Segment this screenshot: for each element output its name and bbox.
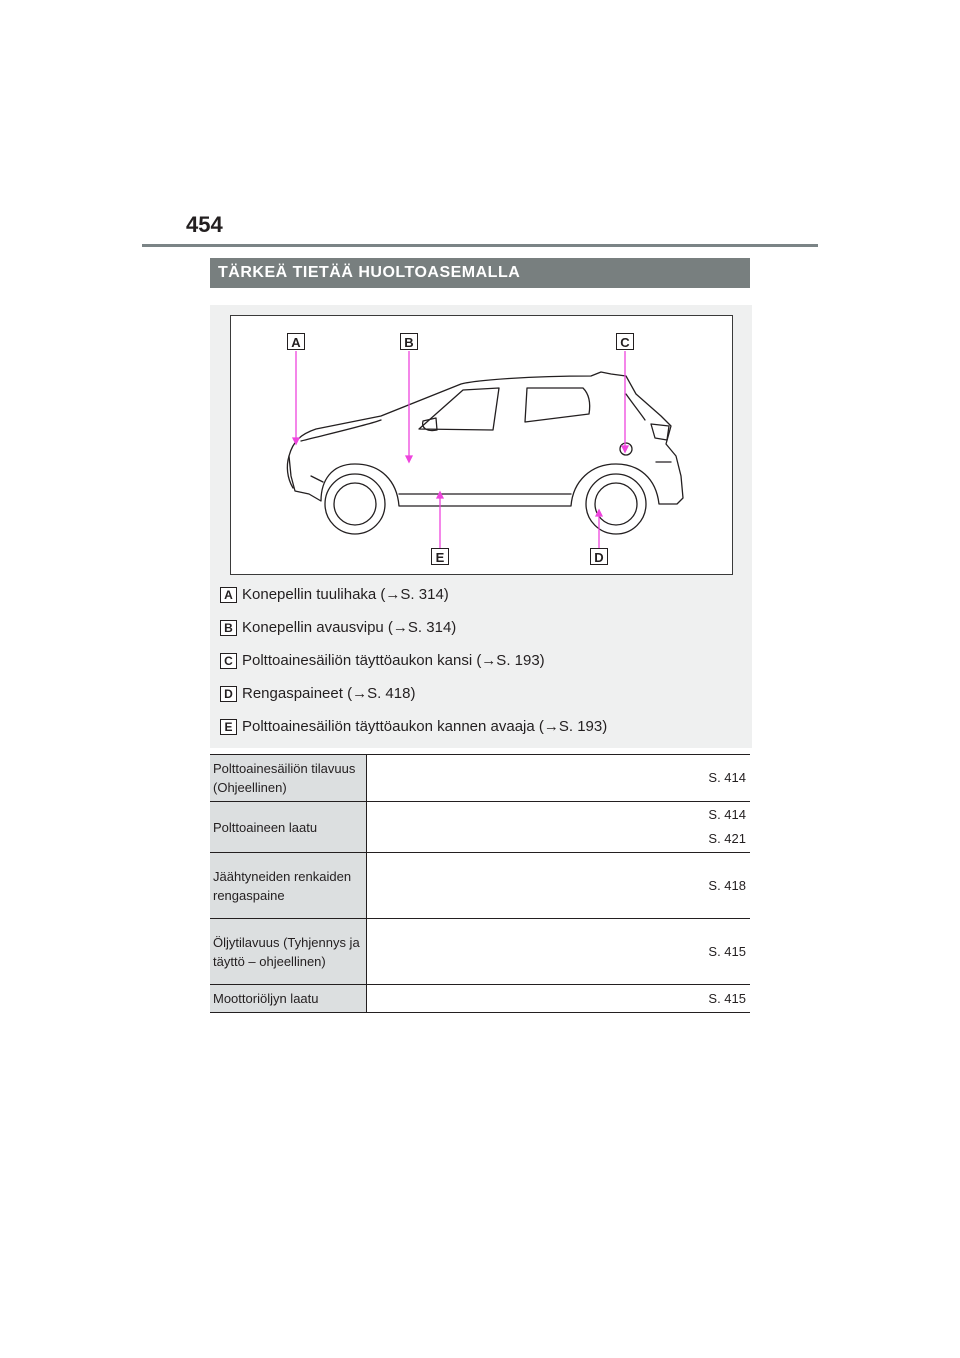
legend-badge: C: [220, 653, 237, 669]
row-ref: [367, 755, 751, 802]
service-info-table: [210, 754, 750, 1013]
callout-b: B: [400, 333, 418, 350]
table-row: [210, 919, 750, 985]
row-label: Moottoriöljyn laatu: [210, 985, 367, 1013]
legend-text: Konepellin tuulihaka (→S. 314): [242, 586, 449, 603]
car-illustration: [231, 316, 734, 576]
section-title: TÄRKEÄ TIETÄÄ HUOLTOASEMALLA: [210, 258, 750, 288]
table-row: [210, 853, 750, 919]
page-reference: S. 418: [708, 877, 746, 893]
legend-text: Konepellin avausvipu (→S. 314): [242, 619, 457, 636]
row-label: Jäähtyneiden renkaiden rengaspaine: [210, 853, 367, 919]
row-ref: [367, 853, 751, 919]
row-ref: [367, 985, 751, 1013]
callout-a: A: [287, 333, 305, 350]
legend-badge: E: [220, 719, 237, 735]
page-number: 454: [186, 212, 223, 237]
row-ref: [367, 919, 751, 985]
page-reference: S. 421: [708, 831, 746, 846]
legend-badge: A: [220, 587, 237, 603]
legend-text: Rengaspaineet (→S. 418): [242, 685, 416, 702]
legend-text: Polttoainesäiliön täyttöaukon kansi (→S. 193): [242, 652, 545, 669]
page-reference: S. 415: [708, 943, 746, 959]
row-label: Öljytilavuus (Tyhjennys ja täyttö – ohjeellinen): [210, 919, 367, 985]
row-label: Polttoainesäiliön tilavuus (Ohjeellinen): [210, 755, 367, 802]
callout-e: E: [431, 548, 449, 565]
legend-text: Polttoainesäiliön täyttöaukon kannen avaaja (→S. 193): [242, 718, 608, 735]
page-reference: S. 414: [708, 807, 746, 822]
table-row: [210, 985, 750, 1013]
car-body-outline: [289, 372, 683, 506]
table-row: [210, 755, 750, 802]
top-rule: [142, 244, 818, 247]
legend-badge: D: [220, 686, 237, 702]
car-diagram: [230, 315, 733, 575]
legend-badge: B: [220, 620, 237, 636]
page-reference: S. 414: [708, 770, 746, 785]
page-reference: S. 415: [708, 990, 746, 1006]
callout-c: C: [616, 333, 634, 350]
row-label: Polttoaineen laatu: [210, 802, 367, 853]
row-ref: [367, 802, 751, 853]
callout-d: D: [590, 548, 608, 565]
table-row: [210, 802, 750, 853]
